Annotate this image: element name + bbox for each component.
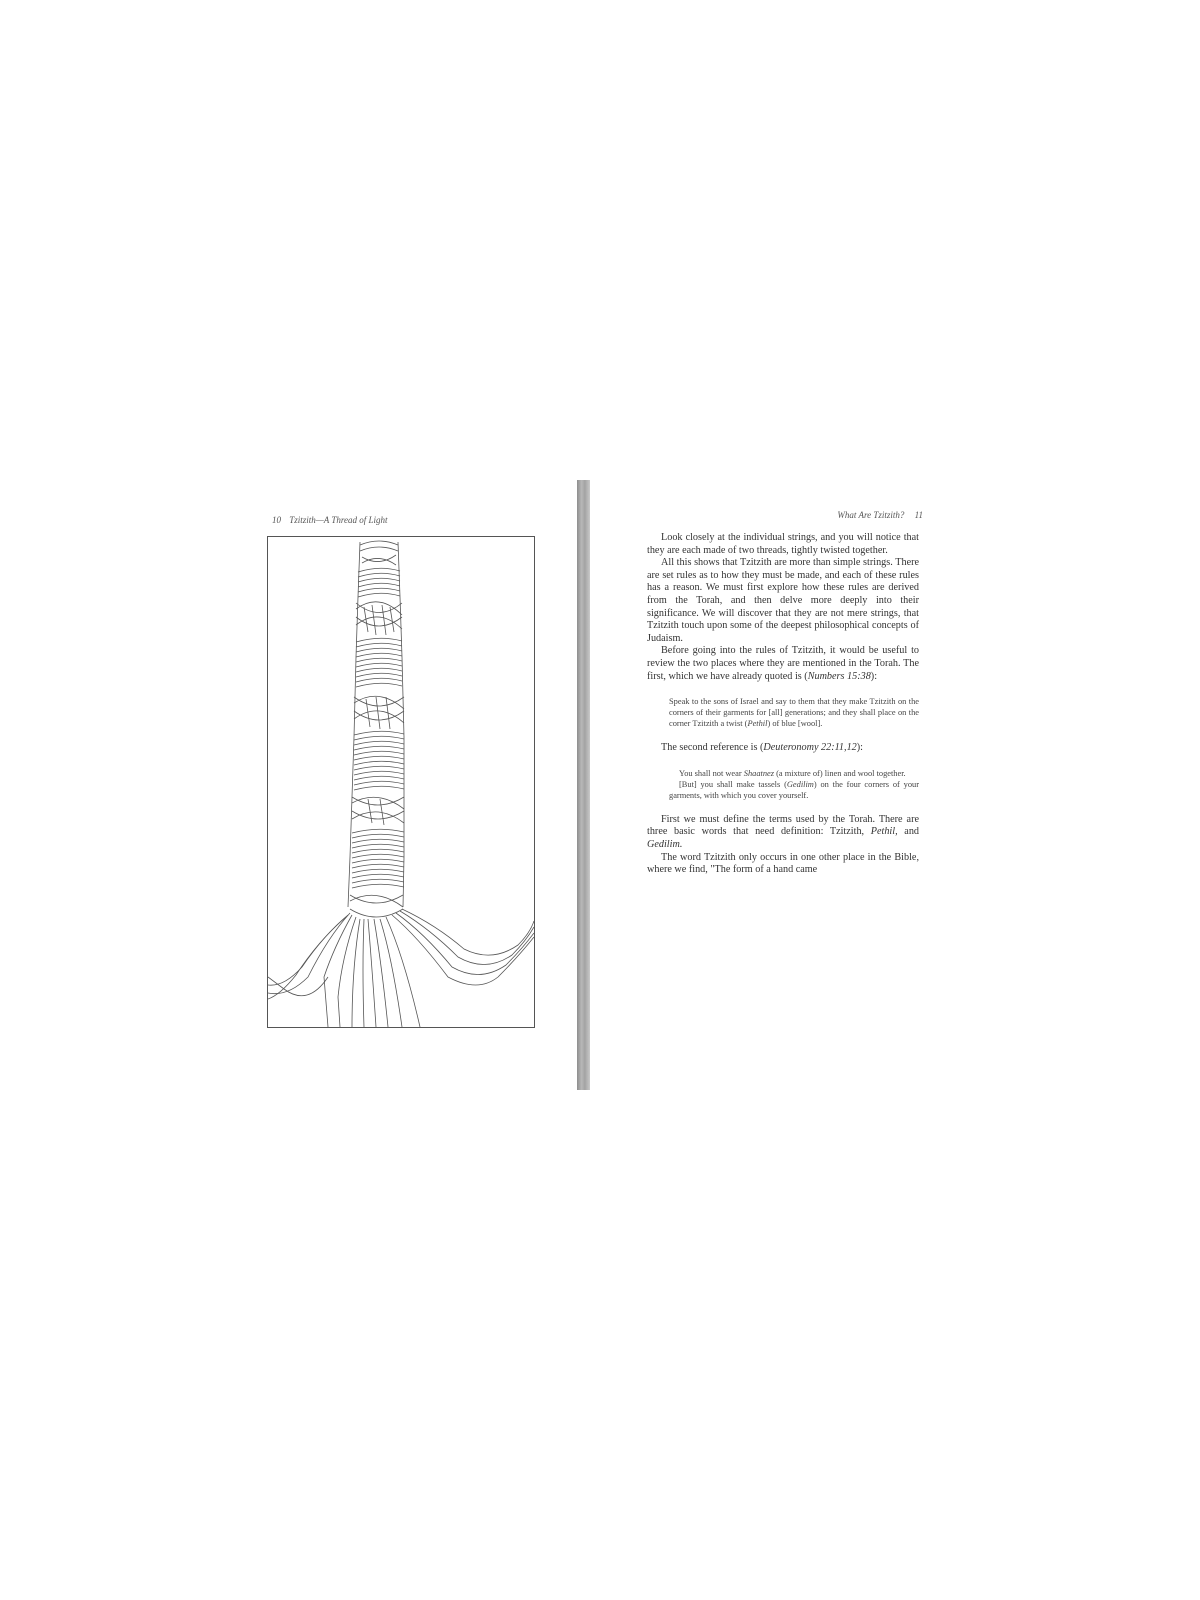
quote-1-text: Speak to the sons of Israel and say to them that they make Tzitzith on the corners of their garments for [all] generations; and they shall place on the corner Tzitzith a twist ( bbox=[669, 697, 919, 729]
left-page bbox=[262, 500, 542, 1040]
paragraph-4-end: ): bbox=[856, 742, 863, 754]
quote-numbers bbox=[669, 696, 919, 729]
paragraph-2: All this shows that Tzitzith are more than simple strings. There are set rules as to how they must be made, and each of these rules has a reason. We must first explore how these rules are derived from the Torah, and then delve more deeply into their significance. We will discover that they are not mere strings, that Tzitzith touch upon some of the deepest philosophical concepts of Judaism. bbox=[647, 557, 919, 644]
deuteronomy-reference: Deuteronomy 22:11,12 bbox=[763, 742, 857, 754]
right-page bbox=[647, 500, 923, 1040]
running-head-left bbox=[272, 515, 388, 525]
paragraph-5-mid: and bbox=[897, 826, 920, 838]
quote-2a-text: You shall not wear bbox=[679, 768, 744, 778]
right-page-number: 11 bbox=[914, 510, 923, 520]
quote-1 bbox=[669, 696, 919, 729]
quote-2a bbox=[669, 768, 919, 779]
tzitzith-illustration bbox=[267, 536, 535, 1028]
paragraph-6: The word Tzitzith only occurs in one other place in the Bible, where we find, "The form of a hand came bbox=[647, 851, 919, 876]
quote-2b bbox=[669, 779, 919, 801]
quote-deuteronomy bbox=[669, 768, 919, 801]
left-running-title: Tzitzith—A Thread of Light bbox=[289, 515, 388, 525]
paragraph-3-text: Before going into the rules of Tzitzith, it would be useful to review the two places where they are mentioned in the Torah. The first, which we have already quoted is ( bbox=[647, 645, 919, 682]
quote-1-end: ) of blue [wool]. bbox=[767, 719, 823, 729]
paragraph-4 bbox=[647, 742, 919, 755]
quote-2a-end: (a mixture of) linen and wool together. bbox=[774, 768, 906, 778]
numbers-reference: Numbers 15:38 bbox=[807, 670, 871, 682]
quote-2a-term: Shaatnez bbox=[743, 768, 774, 778]
cord-right-edge bbox=[398, 542, 404, 907]
quote-1-term: Pethil bbox=[747, 719, 768, 729]
quote-2b-term: Gedilim bbox=[786, 779, 814, 789]
paragraph-3 bbox=[647, 645, 919, 683]
quote-2b-end: ) on the four corners of your garments, with which you cover yourself. bbox=[669, 779, 919, 800]
tassel-drawing bbox=[268, 537, 534, 1027]
right-page-body bbox=[647, 532, 919, 877]
paragraph-4-text: The second reference is ( bbox=[661, 742, 764, 754]
running-head-right bbox=[837, 510, 923, 520]
gedilim-term: Gedilim. bbox=[647, 838, 683, 850]
paragraph-3-end: ): bbox=[870, 670, 878, 682]
pethil-term: Pethil, bbox=[870, 826, 898, 838]
right-running-title: What Are Tzitzith? bbox=[837, 510, 905, 520]
left-page-number: 10 bbox=[272, 515, 281, 525]
quote-2b-text: [But] you shall make tassels ( bbox=[679, 779, 787, 789]
paragraph-5-text: First we must define the terms used by the Torah. There are three basic words that need definition: Tzitzith, bbox=[647, 813, 919, 838]
paragraph-1: Look closely at the individual strings, and you will notice that they are each made of two threads, tightly twisted together. bbox=[647, 532, 919, 556]
book-gutter bbox=[577, 480, 590, 1090]
paragraph-5 bbox=[647, 814, 919, 852]
